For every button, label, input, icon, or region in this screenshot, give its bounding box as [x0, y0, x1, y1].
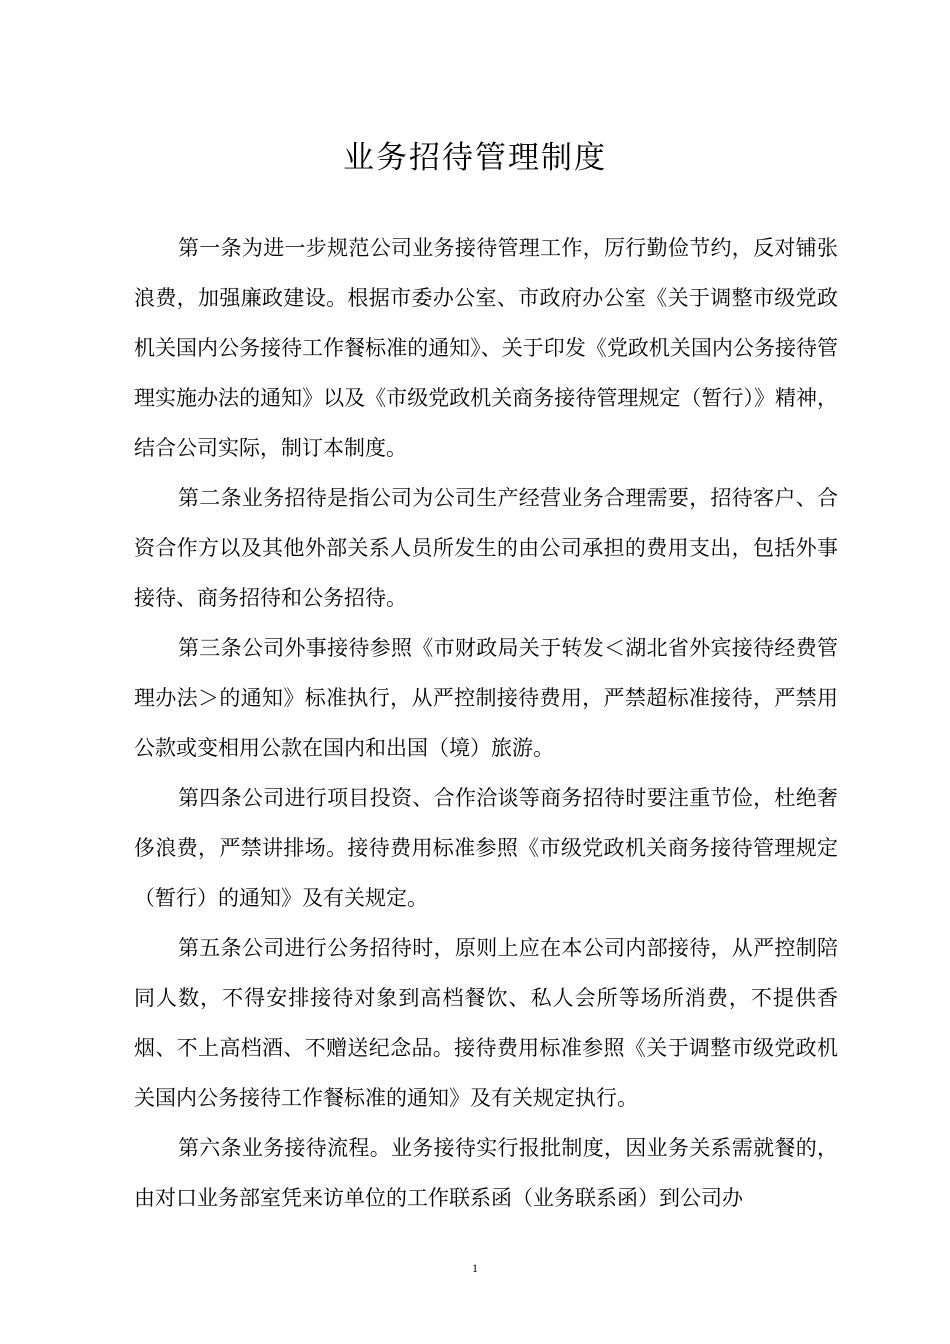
paragraph-article-1: 第一条为进一步规范公司业务接待管理工作，厉行勤俭节约，反对铺张浪费，加强廉政建设。根据市委办公室、市政府办公室《关于调整市级党政机关国内公务接待工作餐标准的通知》、关于印发《党政机关国内公务接待管理实施办法的通知》以及《市级党政机关商务接待管理规定（暂行）》精神，结合公司实际，制订本制度。: [134, 236, 838, 460]
page-number: 1: [472, 1261, 478, 1275]
paragraph-article-3: 第三条公司外事接待参照《市财政局关于转发＜湖北省外宾接待经费管理办法＞的通知》标准执行，从严控制接待费用，严禁超标准接待，严禁用公款或变相用公款在国内和出国（境）旅游。: [134, 636, 838, 760]
paragraph-article-5: 第五条公司进行公务招待时，原则上应在本公司内部接待，从严控制陪同人数，不得安排接待对象到高档餐饮、私人会所等场所消费，不提供香烟、不上高档酒、不赠送纪念品。接待费用标准参照《关于调整市级党政机关国内公务接待工作餐标准的通知》及有关规定执行。: [134, 936, 838, 1110]
document-body: [134, 223, 838, 1223]
document-title: 业务招待管理制度: [343, 140, 607, 176]
paragraph-article-4: 第四条公司进行项目投资、合作洽谈等商务招待时要注重节俭，杜绝奢侈浪费，严禁讲排场。接待费用标准参照《市级党政机关商务接待管理规定（暂行）的通知》及有关规定。: [134, 786, 838, 910]
paragraph-article-2: 第二条业务招待是指公司为公司生产经营业务合理需要，招待客户、合资合作方以及其他外部关系人员所发生的由公司承担的费用支出，包括外事接待、商务招待和公务招待。: [134, 486, 838, 610]
paragraph-article-6: 第六条业务接待流程。业务接待实行报批制度，因业务关系需就餐的，由对口业务部室凭来访单位的工作联系函（业务联系函）到公司办: [134, 1136, 838, 1210]
